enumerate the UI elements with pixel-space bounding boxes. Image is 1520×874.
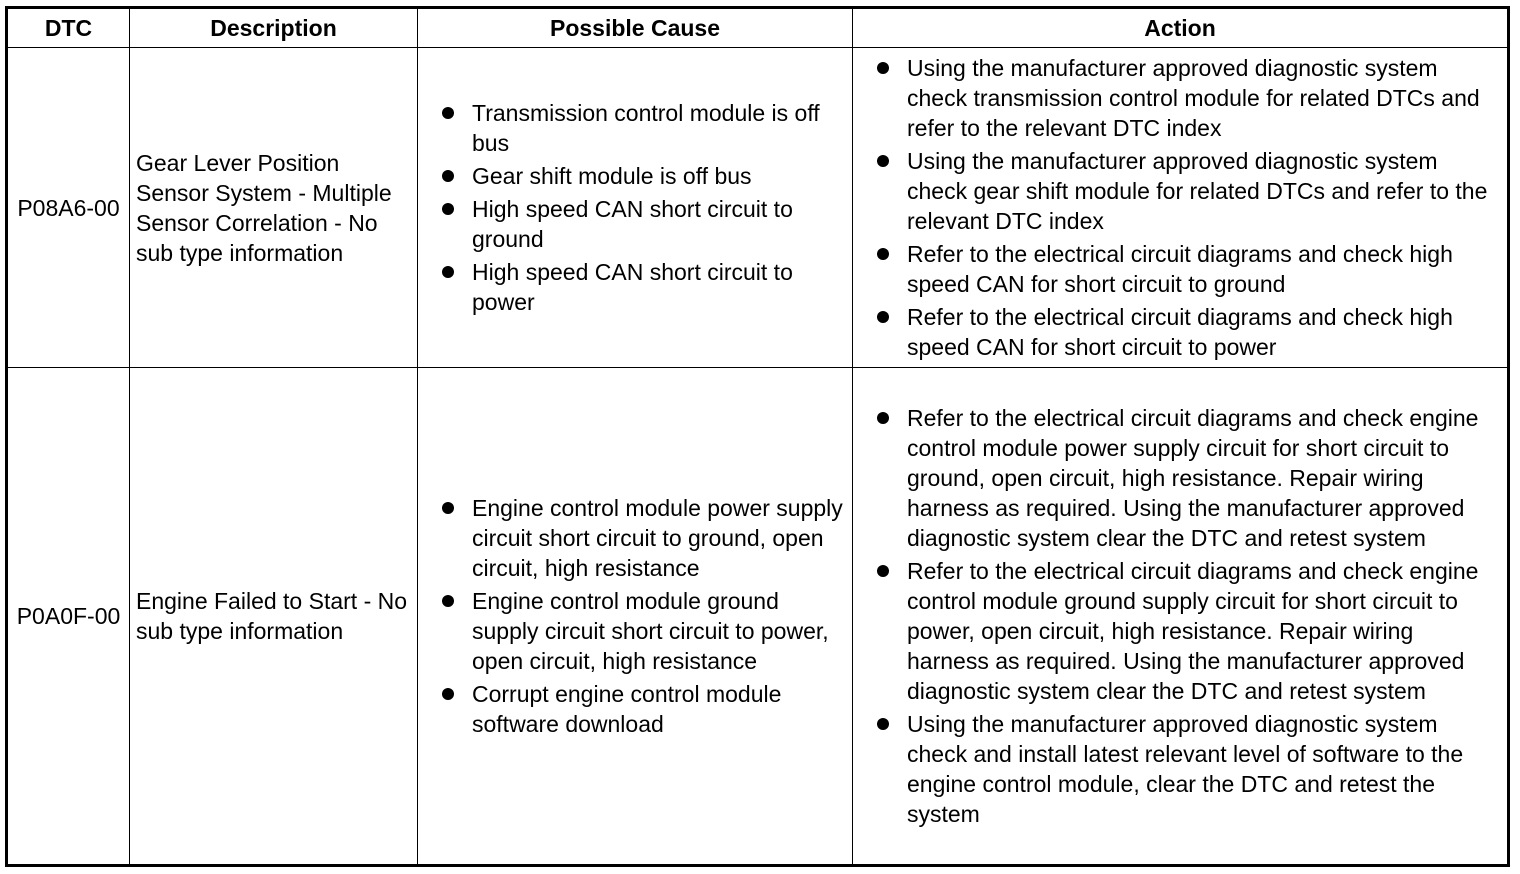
table-row — [7, 368, 1509, 866]
list-item: Using the manufacturer approved diagnostic system check and install latest relevant level of software to the engine control module, clear the DTC and retest the system — [857, 709, 1501, 829]
list-item: Refer to the electrical circuit diagrams and check engine control module ground supply circuit for short circuit to power, open circuit, high resistance. Repair wiring harness as required. Using the manufacturer approved diagnostic system clear the DTC and retest system — [857, 556, 1501, 706]
possible-cause-list — [422, 98, 844, 317]
list-item: Refer to the electrical circuit diagrams and check high speed CAN for short circuit to ground — [857, 239, 1501, 299]
possible-cause-cell — [418, 368, 853, 866]
header-dtc: DTC — [7, 8, 130, 48]
possible-cause-list — [422, 493, 844, 739]
dtc-description: Gear Lever Position Sensor System - Multiple Sensor Correlation - No sub type information — [130, 48, 418, 368]
header-action: Action — [853, 8, 1509, 48]
list-item: Transmission control module is off bus — [422, 98, 844, 158]
list-item: Gear shift module is off bus — [422, 161, 844, 191]
dtc-code: P08A6-00 — [7, 48, 130, 368]
list-item: Refer to the electrical circuit diagrams and check high speed CAN for short circuit to power — [857, 302, 1501, 362]
dtc-code: P0A0F-00 — [7, 368, 130, 866]
list-item: Engine control module power supply circuit short circuit to ground, open circuit, high resistance — [422, 493, 844, 583]
action-cell — [853, 368, 1509, 866]
action-list — [857, 53, 1501, 362]
possible-cause-cell — [418, 48, 853, 368]
header-possible-cause: Possible Cause — [418, 8, 853, 48]
dtc-description: Engine Failed to Start - No sub type information — [130, 368, 418, 866]
action-cell — [853, 48, 1509, 368]
list-item: High speed CAN short circuit to ground — [422, 194, 844, 254]
list-item: Using the manufacturer approved diagnostic system check gear shift module for related DTCs and refer to the relevant DTC index — [857, 146, 1501, 236]
list-item: Engine control module ground supply circuit short circuit to power, open circuit, high resistance — [422, 586, 844, 676]
header-description: Description — [130, 8, 418, 48]
header-row — [7, 8, 1509, 48]
list-item: High speed CAN short circuit to power — [422, 257, 844, 317]
action-list — [857, 403, 1501, 829]
table-row — [7, 48, 1509, 368]
list-item: Using the manufacturer approved diagnostic system check transmission control module for related DTCs and refer to the relevant DTC index — [857, 53, 1501, 143]
list-item: Refer to the electrical circuit diagrams and check engine control module power supply circuit for short circuit to ground, open circuit, high resistance. Repair wiring harness as required. Using the manufacturer approved diagnostic system clear the DTC and retest system — [857, 403, 1501, 553]
list-item: Corrupt engine control module software download — [422, 679, 844, 739]
dtc-table — [5, 6, 1510, 867]
